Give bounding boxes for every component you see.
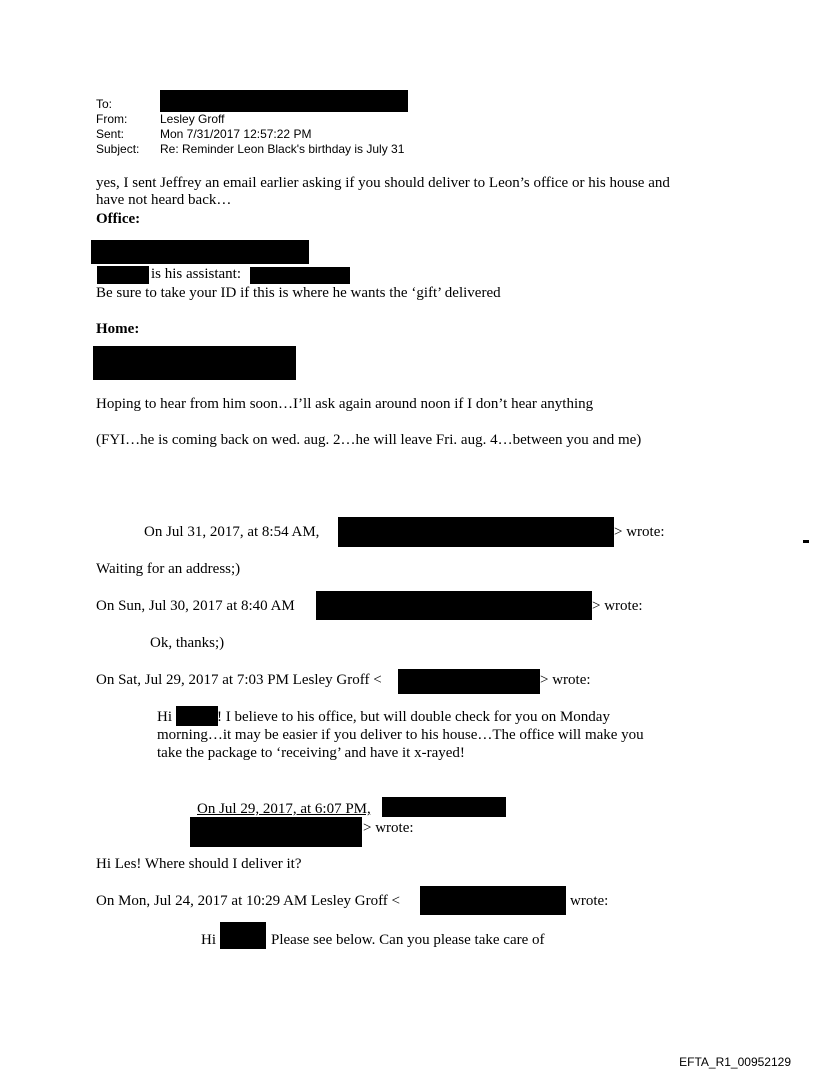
subject-label: Subject: bbox=[96, 142, 140, 156]
margin-dash-mark bbox=[803, 540, 809, 543]
m3-line-1: ! I believe to his office, but will double check for you on Monday bbox=[217, 709, 610, 725]
m5-suffix: wrote: bbox=[570, 893, 609, 909]
m4-body: Hi Les! Where should I deliver it? bbox=[96, 856, 302, 872]
m3-suffix: > wrote: bbox=[540, 672, 591, 688]
m3-hi: Hi bbox=[157, 709, 172, 725]
hoping-text: Hoping to hear from him soon…I’ll ask again around noon if I don’t hear anything bbox=[96, 396, 594, 412]
redaction-m1-sender bbox=[338, 517, 614, 547]
from-value: Lesley Groff bbox=[160, 112, 225, 126]
m3-prefix: On Sat, Jul 29, 2017 at 7:03 PM Lesley Groff < bbox=[96, 672, 382, 688]
m5-prefix: On Mon, Jul 24, 2017 at 10:29 AM Lesley Groff < bbox=[96, 893, 400, 909]
m2-body: Ok, thanks;) bbox=[150, 635, 225, 651]
subject-value: Re: Reminder Leon Black's birthday is July 31 bbox=[160, 142, 405, 156]
redaction-assistant-name bbox=[97, 266, 149, 284]
m1-body: Waiting for an address;) bbox=[96, 561, 241, 577]
body-line-1: yes, I sent Jeffrey an email earlier asking if you should deliver to Leon’s office or his house and bbox=[96, 175, 670, 191]
redaction-to bbox=[160, 90, 408, 112]
from-label: From: bbox=[96, 112, 128, 126]
m2-prefix: On Sun, Jul 30, 2017 at 8:40 AM bbox=[96, 598, 295, 614]
office-heading: Office: bbox=[96, 211, 141, 227]
home-heading: Home: bbox=[96, 321, 140, 337]
redaction-m5-name bbox=[220, 922, 266, 949]
redaction-m5-email bbox=[420, 886, 566, 915]
doc-id: EFTA_R1_00952129 bbox=[679, 1055, 791, 1069]
id-note: Be sure to take your ID if this is where he wants the ‘gift’ delivered bbox=[96, 285, 501, 301]
m2-suffix: > wrote: bbox=[592, 598, 643, 614]
m3-line-2: morning…it may be easier if you deliver to his house…The office will make you bbox=[157, 727, 644, 743]
m4-suffix: > wrote: bbox=[363, 820, 414, 836]
body-line-2: have not heard back… bbox=[96, 192, 232, 208]
m3-line-3: take the package to ‘receiving’ and have it x-rayed! bbox=[157, 745, 465, 761]
fyi-text: (FYI…he is coming back on wed. aug. 2…he will leave Fri. aug. 4…between you and me) bbox=[96, 432, 642, 448]
redaction-m3-name bbox=[176, 706, 218, 726]
redaction-m2-sender bbox=[316, 591, 592, 620]
redaction-m3-email bbox=[398, 669, 540, 694]
m1-suffix: > wrote: bbox=[614, 524, 665, 540]
assistant-text: is his assistant: bbox=[151, 266, 242, 282]
redaction-home-address bbox=[93, 346, 296, 380]
m5-hi: Hi bbox=[201, 932, 216, 948]
sent-value: Mon 7/31/2017 12:57:22 PM bbox=[160, 127, 312, 141]
sent-label: Sent: bbox=[96, 127, 125, 141]
redaction-m4-sender-b bbox=[190, 817, 362, 847]
to-label: To: bbox=[96, 97, 113, 111]
m5-body: Please see below. Can you please take care of bbox=[271, 932, 545, 948]
redaction-m4-sender-a bbox=[382, 797, 506, 817]
redaction-office-address bbox=[91, 240, 309, 264]
m4-prefix: On Jul 29, 2017, at 6:07 PM, bbox=[197, 801, 371, 817]
m1-prefix: On Jul 31, 2017, at 8:54 AM, bbox=[144, 524, 320, 540]
redaction-assistant-contact bbox=[250, 267, 350, 284]
